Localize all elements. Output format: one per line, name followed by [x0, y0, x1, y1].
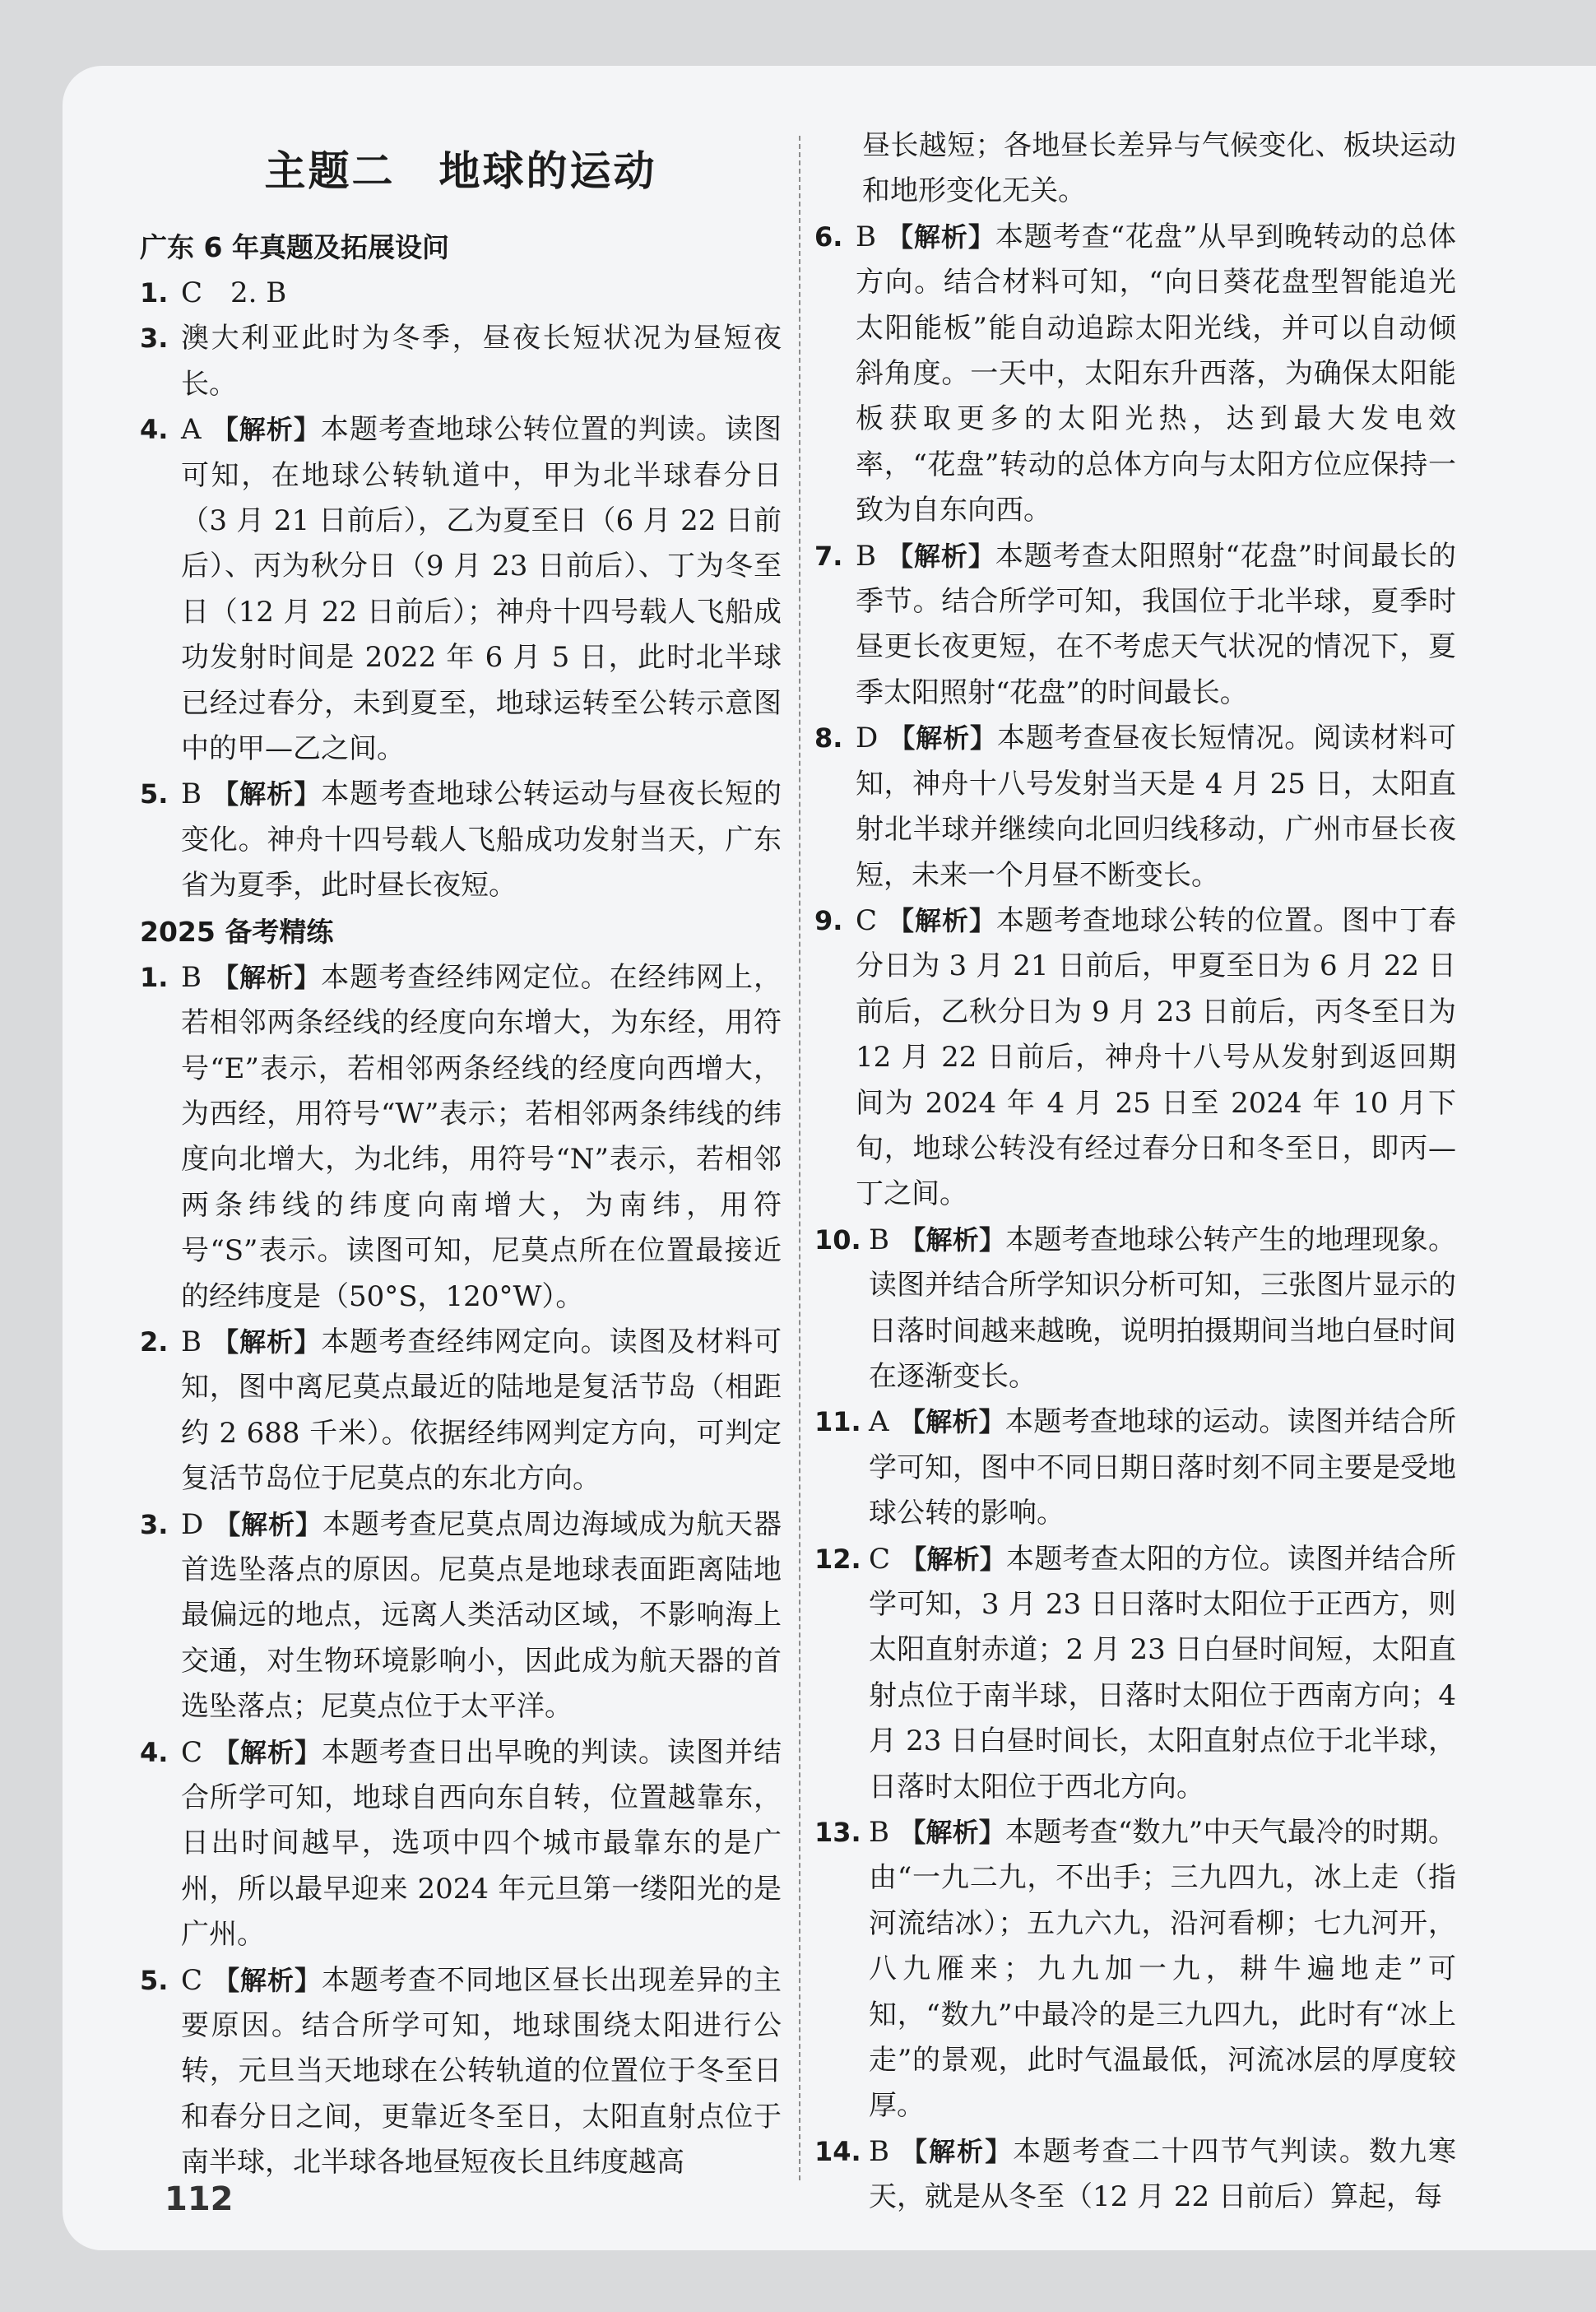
answer-item — [814, 1400, 1456, 1536]
item-text: 本题考查“花盘”从早到晚转动的总体方向。结合材料可知，“向日葵花盘型智能追光太阳能板”能自动追踪太阳光线，并可以自动倾斜角度。一天中，太阳东升西落，为确保太阳能板获取更多的太阳光热，达到最大发电效率，“花盘”转动的总体方向与太阳方位应保持一致为自东向西。 — [856, 220, 1456, 527]
item-text: 本题考查日出早晚的判读。读图并结合所学可知，地球自西向东自转，位置越靠东，日出时间越早，选项中四个城市最靠东的是广州，所以最早迎来 2024 年元旦第一缕阳光的是广州。 — [181, 1735, 782, 1952]
section-heading-real-exams: 广东 6 年真题及拓展设问 — [140, 231, 449, 263]
answer-item — [814, 2129, 1456, 2221]
item-answer: D — [181, 1507, 204, 1541]
item-text: 本题考查二十四节气判读。数九寒天，就是从冬至（12 月 22 日前后）算起，每 — [869, 2134, 1456, 2214]
analysis-tag: 【解析】 — [887, 904, 997, 936]
answer-item — [140, 1730, 782, 1958]
answer-item — [814, 534, 1456, 717]
left-column — [140, 136, 782, 2186]
analysis-tag: 【解析】 — [898, 1406, 1005, 1438]
analysis-tag: 【解析】 — [886, 221, 995, 253]
item-answer: D — [856, 722, 879, 755]
answer-item — [814, 1537, 1456, 1810]
analysis-tag: 【解析】 — [211, 414, 321, 446]
analysis-tag: 【解析】 — [888, 722, 997, 754]
item-number: 5. — [140, 1964, 169, 1996]
analysis-tag: 【解析】 — [211, 1325, 322, 1358]
item-number: 4. — [140, 414, 169, 446]
item-text: C 2. B — [181, 276, 287, 309]
item-number: 1. — [140, 277, 169, 309]
item-answer: B — [869, 1223, 889, 1256]
item-text: 本题考查尼莫点周边海域成为航天器首选坠落点的原因。尼莫点是地球表面距离陆地最偏远的地点，远离人类活动区域，不影响海上交通，对生物环境影响小，因此成为航天器的首选坠落点；尼莫点位于太平洋。 — [181, 1507, 782, 1724]
analysis-tag: 【解析】 — [213, 1508, 322, 1540]
item-answer: C — [869, 1542, 891, 1576]
answer-item — [140, 316, 782, 407]
answer-item — [814, 1810, 1456, 2129]
item-answer: B — [856, 220, 876, 253]
answer-item — [814, 898, 1456, 1218]
analysis-tag: 【解析】 — [899, 2135, 1014, 2167]
analysis-tag: 【解析】 — [900, 1543, 1007, 1575]
item-text: 本题考查地球公转位置的判读。读图可知，在地球公转轨道中，甲为北半球春分日（3 月 21 日前后），乙为夏至日（6 月 22 日前后）、丙为秋分日（9 月 23 日前后）、丁为冬至日（12 月 22 日前后）；神舟十四号载人飞船成功发射时间是 2022 年 6 月 5 日，此时北半球已经过春分，未到夏至，地球运转至公转示意图中的甲—乙之间。 — [181, 413, 782, 766]
right-column — [814, 123, 1456, 2221]
item-number: 11. — [814, 1406, 861, 1438]
analysis-tag: 【解析】 — [211, 961, 322, 993]
answer-item — [140, 1502, 782, 1730]
item-number: 13. — [814, 1817, 861, 1849]
item-number: 14. — [814, 2135, 861, 2167]
answer-item — [814, 716, 1456, 898]
item-text: 澳大利亚此时为冬季，昼夜长短状况为昼短夜长。 — [181, 322, 782, 401]
item-text: 本题考查地球公转产生的地理现象。读图并结合所学知识分析可知，三张图片显示的日落时间越来越晚，说明拍摄期间当地白昼时间在逐渐变长。 — [869, 1223, 1456, 1393]
item-answer: B — [181, 778, 202, 811]
item-text: 本题考查经纬网定位。在经纬网上，若相邻两条经线的经度向东增大，为东经，用符号“E”表示，若相邻两条经线的经度向西增大，为西经，用符号“W”表示；若相邻两条纬线的纬度向北增大，为北纬，用符号“N”表示，若相邻两条纬线的纬度向南增大，为南纬，用符号“S”表示。读图可知，尼莫点所在位置最接近的经纬度是（50°S，120°W）。 — [181, 960, 782, 1313]
item-answer: B — [181, 1325, 202, 1358]
analysis-tag: 【解析】 — [212, 1964, 322, 1996]
item-text: 本题考查“数九”中天气最冷的时期。由“一九二九，不出手；三九四九，冰上走（指河流结冰）；五九六九，沿河看柳；七九河开，八九雁来；九九加一九，耕牛遍地走”可知，“数九”中最冷的是三九四九，此时有“冰上走”的景观，此时气温最低，河流冰层的厚度较厚。 — [869, 1816, 1456, 2123]
section-heading-practice: 2025 备考精练 — [140, 915, 334, 948]
continued-text: 昼长越短；各地昼长差异与气候变化、板块运动和地形变化无关。 — [862, 129, 1456, 208]
item-number: 12. — [814, 1543, 861, 1575]
item-number: 4. — [140, 1736, 169, 1768]
analysis-tag: 【解析】 — [899, 1817, 1006, 1849]
item-answer: A — [869, 1405, 889, 1439]
item-text: 本题考查太阳照射“花盘”时间最长的季节。结合所学可知，我国位于北半球，夏季时昼更长夜更短，在不考虑天气状况的情况下，夏季太阳照射“花盘”的时间最长。 — [856, 539, 1456, 709]
item-number: 5. — [140, 778, 169, 810]
page-number: 112 — [165, 2180, 234, 2218]
page-title: 主题二 地球的运动 — [264, 147, 657, 195]
item-text: 本题考查地球公转的位置。图中丁春分日为 3 月 21 日前后，甲夏至日为 6 月 22 日前后，乙秋分日为 9 月 23 日前后，丙冬至日为 12 月 22 日前后，神舟十八号从发射到返回期间为 2024 年 4 月 25 日至 2024 年 10 月下旬，地球公转没有经过春分日和冬至日，即丙—丁之间。 — [856, 903, 1456, 1211]
item-number: 7. — [814, 540, 843, 572]
analysis-tag: 【解析】 — [886, 540, 995, 572]
item-text: 本题考查不同地区昼长出现差异的主要原因。结合所学可知，地球围绕太阳进行公转，元旦当天地球在公转轨道的位置位于冬至日和春分日之间，更靠近冬至日，太阳直射点位于南半球，北半球各地昼短夜长且纬度越高 — [181, 1963, 782, 2180]
item-answer: C — [181, 1735, 203, 1769]
item-number: 3. — [140, 323, 169, 355]
item-number: 10. — [814, 1223, 861, 1256]
column-divider — [799, 136, 800, 2180]
item-text: 本题考查地球的运动。读图并结合所学可知，图中不同日期日落时刻不同主要是受地球公转的影响。 — [869, 1405, 1456, 1530]
item-text: 本题考查经纬网定向。读图及材料可知，图中离尼莫点最近的陆地是复活节岛（相距约 2 688 千米）。依据经纬网判定方向，可判定复活节岛位于尼莫点的东北方向。 — [181, 1325, 782, 1496]
item-answer: B — [869, 2134, 889, 2168]
item-answer: B — [856, 539, 876, 573]
item-answer: C — [181, 1963, 203, 1997]
item-number: 3. — [140, 1508, 169, 1540]
answer-item — [814, 1218, 1456, 1400]
answer-item — [814, 215, 1456, 534]
item-number: 6. — [814, 221, 843, 253]
item-answer: B — [869, 1816, 889, 1850]
analysis-tag: 【解析】 — [211, 778, 322, 810]
item-answer: C — [856, 903, 878, 937]
analysis-tag: 【解析】 — [212, 1736, 322, 1768]
answer-item — [140, 407, 782, 772]
item-answer: B — [181, 960, 202, 994]
item-answer: A — [181, 413, 202, 447]
analysis-tag: 【解析】 — [899, 1223, 1006, 1256]
item-number: 9. — [814, 904, 843, 936]
answer-item — [140, 1958, 782, 2186]
answer-item — [140, 271, 782, 316]
item-number: 8. — [814, 722, 843, 754]
item-text: 本题考查昼夜长短情况。阅读材料可知，神舟十八号发射当天是 4 月 25 日，太阳直射北半球并继续向北回归线移动，广州市昼长夜短，未来一个月昼不断变长。 — [856, 722, 1456, 892]
answer-item — [140, 1320, 782, 1502]
item-text: 本题考查太阳的方位。读图并结合所学可知，3 月 23 日日落时太阳位于正西方，则太阳直射赤道；2 月 23 日白昼时间短，太阳直射点位于南半球，日落时太阳位于西南方向；4 月 23 日白昼时间长，太阳直射点位于北半球，日落时太阳位于西北方向。 — [869, 1542, 1456, 1804]
answer-item — [140, 772, 782, 908]
item-number: 2. — [140, 1325, 169, 1358]
item-text: 本题考查地球公转运动与昼夜长短的变化。神舟十四号载人飞船成功发射当天，广东省为夏季，此时昼长夜短。 — [181, 778, 782, 903]
item-number: 1. — [140, 961, 169, 993]
answer-item — [140, 955, 782, 1320]
